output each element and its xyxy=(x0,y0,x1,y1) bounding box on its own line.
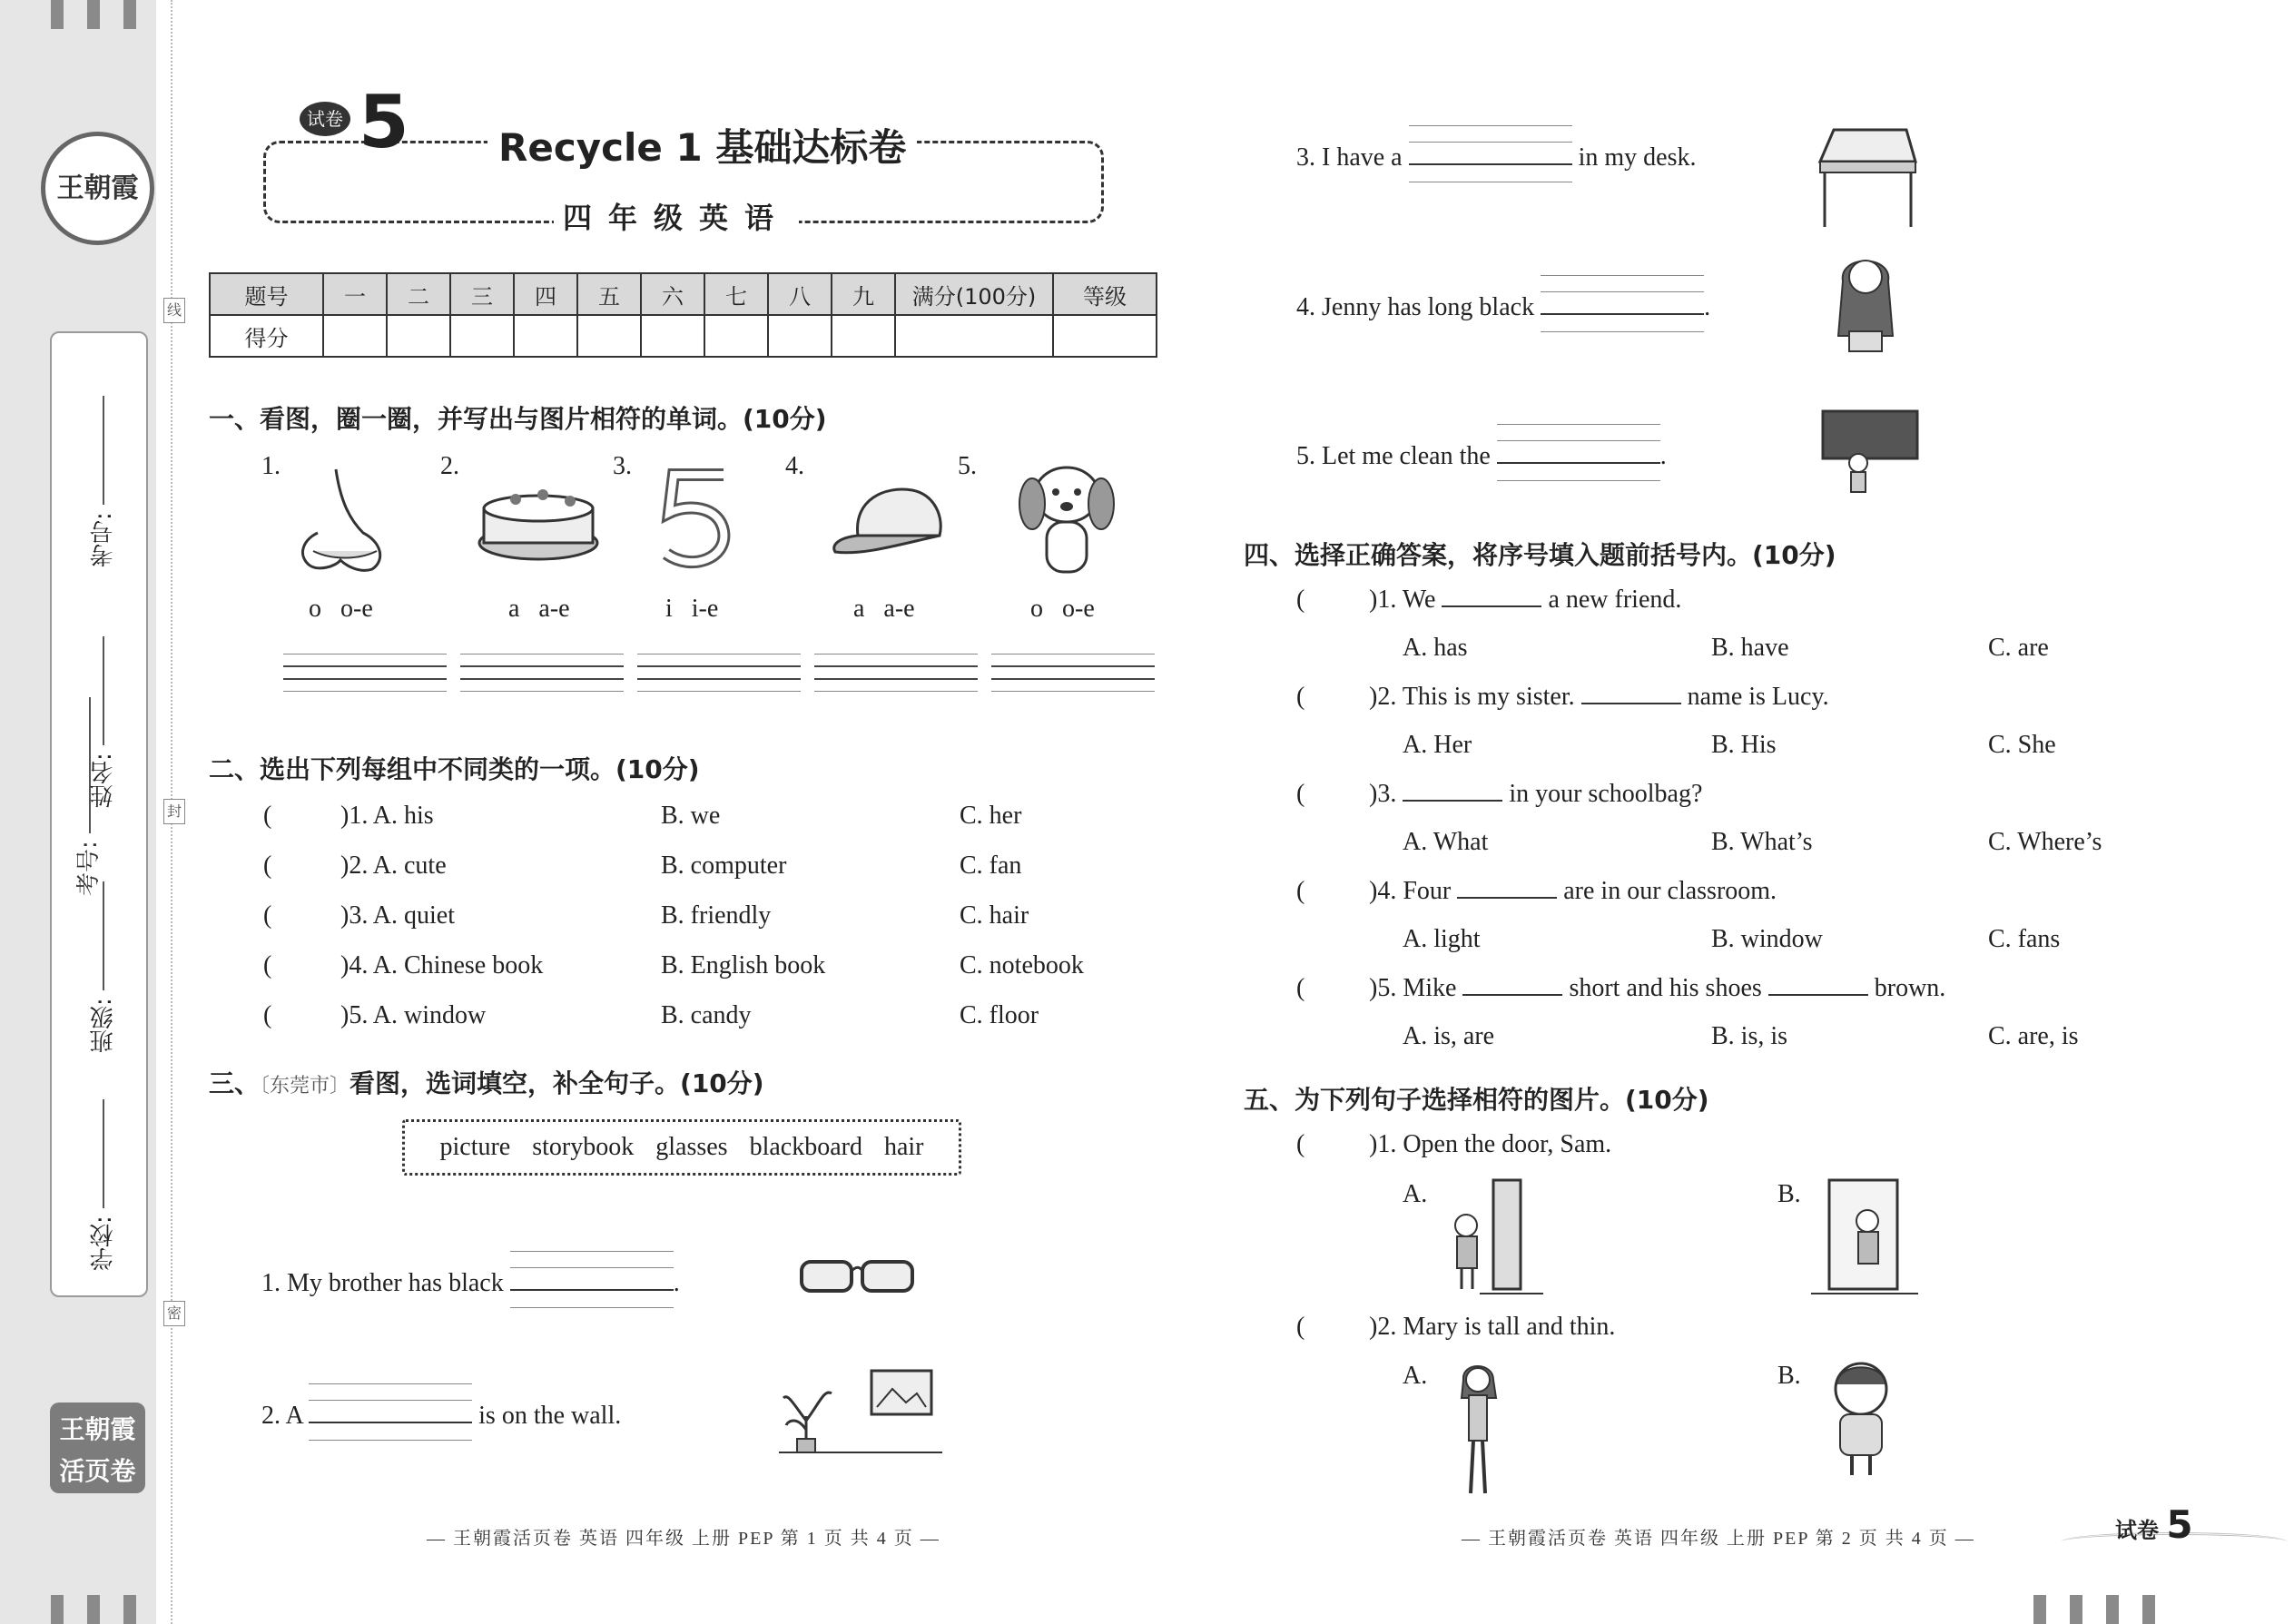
score-table xyxy=(209,272,1157,358)
option-b[interactable]: B. is, is xyxy=(1711,1022,1788,1050)
paper-number: 5 xyxy=(359,80,409,164)
spelling-options: o o-e xyxy=(309,595,373,623)
score-table-row xyxy=(210,315,1157,357)
edge-mark xyxy=(2142,1595,2155,1624)
dog-icon xyxy=(1012,454,1121,586)
word-option: picture xyxy=(439,1133,511,1161)
mc-question: ( )4. Four are in our classroom. xyxy=(1296,877,1777,905)
score-table-header-row xyxy=(210,273,1157,315)
paper-corner-label: 试卷 5 xyxy=(2115,1502,2193,1547)
cap-icon xyxy=(826,481,953,563)
answer-lines[interactable] xyxy=(814,654,978,706)
fold-mark-secret: 密 xyxy=(163,1301,185,1326)
mc-question: ( )2. This is my sister. name is Lucy. xyxy=(1296,683,1829,711)
page-footer-right: — 王朝霞活页卷 英语 四年级 上册 PEP 第 2 页 共 4 页 — xyxy=(1462,1529,1975,1549)
blackboard-icon xyxy=(1820,408,1920,499)
table-cell: 题号 xyxy=(210,273,323,315)
option-c[interactable]: C. Where’s xyxy=(1988,828,2102,856)
exam-number-field[interactable]: 考号: xyxy=(70,697,103,896)
answer-blank[interactable] xyxy=(1541,297,1704,315)
picture-on-wall-icon xyxy=(779,1366,942,1466)
answer-blank[interactable] xyxy=(1497,446,1660,464)
score-cell[interactable] xyxy=(1053,315,1157,357)
fold-mark-seal: 封 xyxy=(163,799,185,824)
answer-blank[interactable] xyxy=(510,1273,674,1291)
score-cell[interactable] xyxy=(450,315,514,357)
boy-in-doorway-icon[interactable] xyxy=(1811,1176,1920,1298)
score-cell[interactable] xyxy=(704,315,768,357)
score-cell[interactable] xyxy=(387,315,450,357)
section3-heading: 三、〔东莞市〕看图，选词填空，补全句子。(10分) xyxy=(209,1068,764,1098)
answer-blank[interactable] xyxy=(1457,897,1557,899)
score-cell[interactable] xyxy=(768,315,832,357)
option-c[interactable]: C. hair xyxy=(960,901,1029,930)
cake-icon xyxy=(470,472,602,563)
option-c[interactable]: C. floor xyxy=(960,1001,1039,1029)
mc-question: ( )1. We a new friend. xyxy=(1296,586,1682,614)
option-c[interactable]: C. are, is xyxy=(1988,1022,2079,1050)
name-field[interactable]: 姓名: xyxy=(86,599,113,808)
girl-long-hair-icon xyxy=(1829,245,1902,354)
option-a[interactable]: A. is, are xyxy=(1403,1022,1495,1050)
option-b-label[interactable]: B. xyxy=(1777,1180,1801,1208)
option-c[interactable]: C. her xyxy=(960,802,1022,830)
question-row: ( )2. A. cute xyxy=(263,851,447,880)
score-cell[interactable] xyxy=(577,315,641,357)
match-question: ( )2. Mary is tall and thin. xyxy=(1296,1313,1616,1341)
edge-mark xyxy=(51,1595,64,1624)
answer-lines[interactable] xyxy=(991,654,1155,706)
word-option: storybook xyxy=(532,1133,635,1161)
item-number: 4. xyxy=(785,452,804,480)
region-tag: 〔东莞市〕 xyxy=(260,1075,350,1097)
answer-blank[interactable] xyxy=(1768,994,1868,996)
edge-mark xyxy=(123,1595,136,1624)
edge-mark xyxy=(123,0,136,29)
answer-lines[interactable] xyxy=(460,654,624,706)
edge-mark xyxy=(2070,1595,2082,1624)
option-a[interactable]: A. light xyxy=(1403,925,1481,953)
mc-question: ( )5. Mike short and his shoes brown. xyxy=(1296,974,1946,1002)
edge-mark xyxy=(51,0,64,29)
option-b[interactable]: B. have xyxy=(1711,634,1789,662)
word-option: blackboard xyxy=(749,1133,862,1161)
fill-sentence: 1. My brother has black . xyxy=(261,1269,680,1298)
word-option: hair xyxy=(883,1133,924,1161)
boy-at-door-icon[interactable] xyxy=(1443,1176,1548,1298)
table-cell: 二 xyxy=(387,273,450,315)
option-b[interactable]: B. friendly xyxy=(661,901,772,930)
fill-sentence: 4. Jenny has long black . xyxy=(1296,293,1710,322)
table-cell: 四 xyxy=(514,273,577,315)
table-cell: 得分 xyxy=(210,315,323,357)
question-row: ( )3. A. quiet xyxy=(263,901,455,930)
option-b[interactable]: B. computer xyxy=(661,851,787,880)
spelling-options: a a-e xyxy=(853,595,915,623)
answer-blank[interactable] xyxy=(1409,147,1572,165)
option-b[interactable]: B. English book xyxy=(661,951,826,979)
question-row: ( )1. A. his xyxy=(263,802,434,830)
word-option: glasses xyxy=(655,1133,728,1161)
option-b-label[interactable]: B. xyxy=(1777,1362,1801,1390)
fill-sentence: 5. Let me clean the . xyxy=(1296,442,1667,471)
answer-lines[interactable] xyxy=(637,654,801,706)
answer-lines[interactable] xyxy=(283,654,447,706)
table-cell: 七 xyxy=(704,273,768,315)
table-cell: 八 xyxy=(768,273,832,315)
option-c[interactable]: C. She xyxy=(1988,731,2056,759)
option-b[interactable]: B. His xyxy=(1711,731,1777,759)
option-a[interactable]: A. has xyxy=(1403,634,1468,662)
brand-badge: 王朝霞 活页卷 xyxy=(50,1403,145,1493)
option-a-label[interactable]: A. xyxy=(1403,1362,1428,1390)
item-number: 1. xyxy=(261,452,281,480)
item-number: 3. xyxy=(613,452,632,480)
brand-logo-text: 王朝霞 xyxy=(56,172,139,204)
option-a[interactable]: A. What xyxy=(1403,828,1489,856)
fold-mark-line: 线 xyxy=(163,298,185,323)
score-cell[interactable] xyxy=(895,315,1053,357)
option-c[interactable]: C. notebook xyxy=(960,951,1084,979)
desk-icon xyxy=(1811,125,1920,230)
option-b[interactable]: B. What’s xyxy=(1711,828,1813,856)
score-cell[interactable] xyxy=(323,315,387,357)
answer-blank[interactable] xyxy=(1442,605,1541,607)
score-cell[interactable] xyxy=(514,315,577,357)
table-cell: 一 xyxy=(323,273,387,315)
match-question: ( )1. Open the door, Sam. xyxy=(1296,1130,1612,1158)
option-a-label[interactable]: A. xyxy=(1403,1180,1428,1208)
fill-sentence: 2. A is on the wall. xyxy=(261,1402,621,1431)
question-row: ( )4. A. Chinese book xyxy=(263,951,544,979)
section1-heading: 一、看图，圈一圈，并写出与图片相符的单词。(10分) xyxy=(209,404,827,434)
option-c[interactable]: C. are xyxy=(1988,634,2049,662)
table-cell: 等级 xyxy=(1053,273,1157,315)
brand-logo xyxy=(41,132,154,245)
section5-heading: 五、为下列句子选择相符的图片。(10分) xyxy=(1244,1085,1709,1115)
item-number: 5. xyxy=(958,452,977,480)
paper-badge: 试卷 xyxy=(300,102,350,136)
short-girl-icon[interactable] xyxy=(1820,1357,1902,1480)
section2-heading: 二、选出下列每组中不同类的一项。(10分) xyxy=(209,754,700,784)
edge-mark xyxy=(2106,1595,2119,1624)
option-b[interactable]: B. window xyxy=(1711,925,1823,953)
spelling-options: o o-e xyxy=(1030,595,1095,623)
spelling-options: i i-e xyxy=(665,595,719,623)
word-bank xyxy=(402,1119,961,1176)
tall-thin-girl-icon[interactable] xyxy=(1443,1357,1516,1498)
fill-sentence: 3. I have a in my desk. xyxy=(1296,143,1697,172)
section4-heading: 四、选择正确答案，将序号填入题前括号内。(10分) xyxy=(1244,540,1836,570)
edge-mark xyxy=(2033,1595,2046,1624)
answer-blank[interactable] xyxy=(1403,800,1502,802)
score-cell[interactable] xyxy=(641,315,704,357)
mc-question: ( )3. in your schoolbag? xyxy=(1296,780,1703,808)
nose-icon xyxy=(295,465,395,574)
spelling-options: a a-e xyxy=(508,595,570,623)
table-cell: 三 xyxy=(450,273,514,315)
table-cell: 九 xyxy=(832,273,895,315)
table-cell: 五 xyxy=(577,273,641,315)
answer-blank[interactable] xyxy=(1462,994,1562,996)
item-number: 2. xyxy=(440,452,459,480)
score-cell[interactable] xyxy=(832,315,895,357)
exam-number-field[interactable]: 考号: xyxy=(86,359,113,567)
answer-blank[interactable] xyxy=(309,1405,472,1423)
option-c[interactable]: C. fans xyxy=(1988,925,2061,953)
page-subtitle: 四年级英语 xyxy=(554,195,799,237)
option-b[interactable]: B. candy xyxy=(661,1001,752,1029)
glasses-icon xyxy=(794,1253,921,1298)
question-row: ( )5. A. window xyxy=(263,1001,487,1029)
option-c[interactable]: C. fan xyxy=(960,851,1022,880)
number-five-icon xyxy=(655,468,737,572)
answer-blank[interactable] xyxy=(1581,703,1681,704)
option-a[interactable]: A. Her xyxy=(1403,731,1472,759)
table-cell: 六 xyxy=(641,273,704,315)
page-title: Recycle 1 基础达标卷 xyxy=(487,118,917,172)
page-footer-left: — 王朝霞活页卷 英语 四年级 上册 PEP 第 1 页 共 4 页 — xyxy=(427,1529,940,1549)
option-b[interactable]: B. we xyxy=(661,802,721,830)
school-field[interactable]: 学校: xyxy=(86,1062,113,1271)
edge-mark xyxy=(87,1595,100,1624)
class-field[interactable]: 班级: xyxy=(86,844,113,1053)
edge-mark xyxy=(87,0,100,29)
table-cell: 满分(100分) xyxy=(895,273,1053,315)
